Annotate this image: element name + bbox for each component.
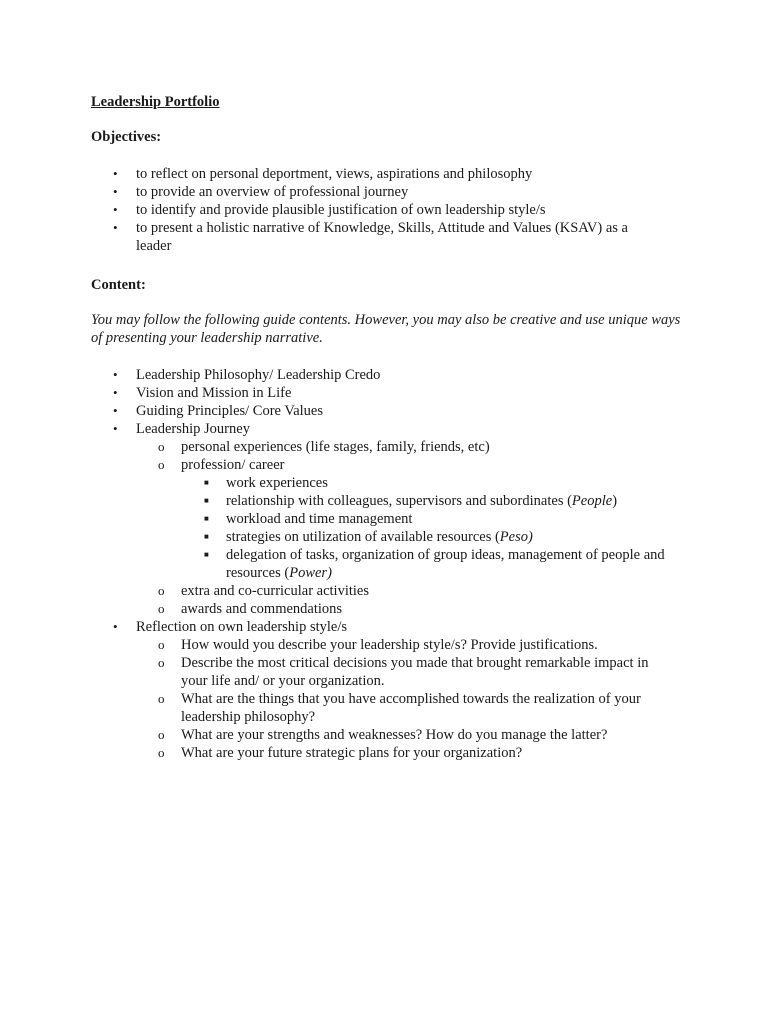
career-item-text: delegation of tasks, organization of group ideas, management of people and resources ( [226,547,665,581]
list-item [158,726,673,744]
list-item [204,546,673,582]
list-item [158,690,671,726]
bullet-marker: • [113,385,118,400]
bullet-marker: • [113,166,118,181]
circle-marker: o [158,457,165,472]
list-item [204,474,673,492]
square-marker: ■ [204,514,209,523]
content-item-text: Leadership Philosophy/ Leadership Credo [136,367,381,383]
content-heading: Content: [91,277,146,293]
circle-marker: o [158,727,165,742]
objectives-heading: Objectives: [91,129,162,145]
list-item [158,636,673,654]
circle-marker: o [158,691,165,706]
content-item-text: Leadership Journey [136,421,250,437]
list-item [158,456,673,582]
objectives-list [113,165,673,255]
career-item-close: ) [612,493,618,509]
bullet-marker: • [113,202,118,217]
list-item [113,165,673,183]
objective-text: to present a holistic narrative of Knowledge, Skills, Attitude and Values (KSAV) as a leader [136,220,628,254]
circle-marker: o [158,745,165,760]
reflection-item-text: How would you describe your leadership style/s? Provide justifications. [181,637,598,653]
list-item [158,654,671,690]
intro-paragraph: You may follow the following guide contents. However, you may also be creative and use unique ways of presenting your leadership narrative. [91,312,681,346]
list-item [113,618,673,762]
career-item-emphasis: Peso) [499,529,533,545]
career-item-emphasis: Power) [289,565,332,581]
bullet-marker: • [113,367,118,382]
objective-text: to reflect on personal deportment, views, aspirations and philosophy [136,166,533,182]
content-item-text: Reflection on own leadership style/s [136,619,348,635]
content-item-text: Vision and Mission in Life [136,385,292,401]
journey-item-text: extra and co-curricular activities [181,583,369,599]
list-item [158,744,673,762]
career-item-text: strategies on utilization of available resources ( [226,529,500,545]
list-item [113,366,673,384]
circle-marker: o [158,583,165,598]
career-item-emphasis: People [571,493,613,509]
square-marker: ■ [204,550,209,559]
list-item [113,183,673,201]
career-sublist [181,474,673,582]
list-item [204,492,673,510]
circle-marker: o [158,655,165,670]
list-item [113,219,656,255]
content-item-text: Guiding Principles/ Core Values [136,403,324,419]
list-item [113,402,673,420]
circle-marker: o [158,637,165,652]
journey-item-text: personal experiences (life stages, family, friends, etc) [181,439,490,455]
reflection-item-text: What are your strengths and weaknesses? How do you manage the latter? [181,727,608,743]
career-item-text: work experiences [226,475,328,491]
reflection-item-text: Describe the most critical decisions you made that brought remarkable impact in your life and/ or your organization. [181,655,649,689]
square-marker: ■ [204,532,209,541]
content-list [113,366,673,762]
list-item [113,384,673,402]
journey-sublist [136,438,673,618]
journey-item-text: profession/ career [181,457,285,473]
reflection-sublist [136,636,673,762]
objective-text: to identify and provide plausible justification of own leadership style/s [136,202,546,218]
bullet-marker: • [113,220,118,235]
list-item [113,201,673,219]
square-marker: ■ [204,478,209,487]
career-item-text: relationship with colleagues, supervisors and subordinates ( [226,493,572,509]
journey-item-text: awards and commendations [181,601,343,617]
circle-marker: o [158,439,165,454]
reflection-item-text: What are the things that you have accomplished towards the realization of your leadership philosophy? [181,691,641,725]
reflection-item-text: What are your future strategic plans for your organization? [181,745,523,761]
list-item [158,438,673,456]
bullet-marker: • [113,403,118,418]
career-item-text: workload and time management [226,511,413,527]
document-title: Leadership Portfolio [91,94,220,110]
bullet-marker: • [113,184,118,199]
list-item [113,420,673,618]
objective-text: to provide an overview of professional journey [136,184,409,200]
list-item [204,510,673,528]
list-item [158,600,673,618]
list-item [158,582,673,600]
list-item [204,528,673,546]
bullet-marker: • [113,421,118,436]
circle-marker: o [158,601,165,616]
bullet-marker: • [113,619,118,634]
square-marker: ■ [204,496,209,505]
